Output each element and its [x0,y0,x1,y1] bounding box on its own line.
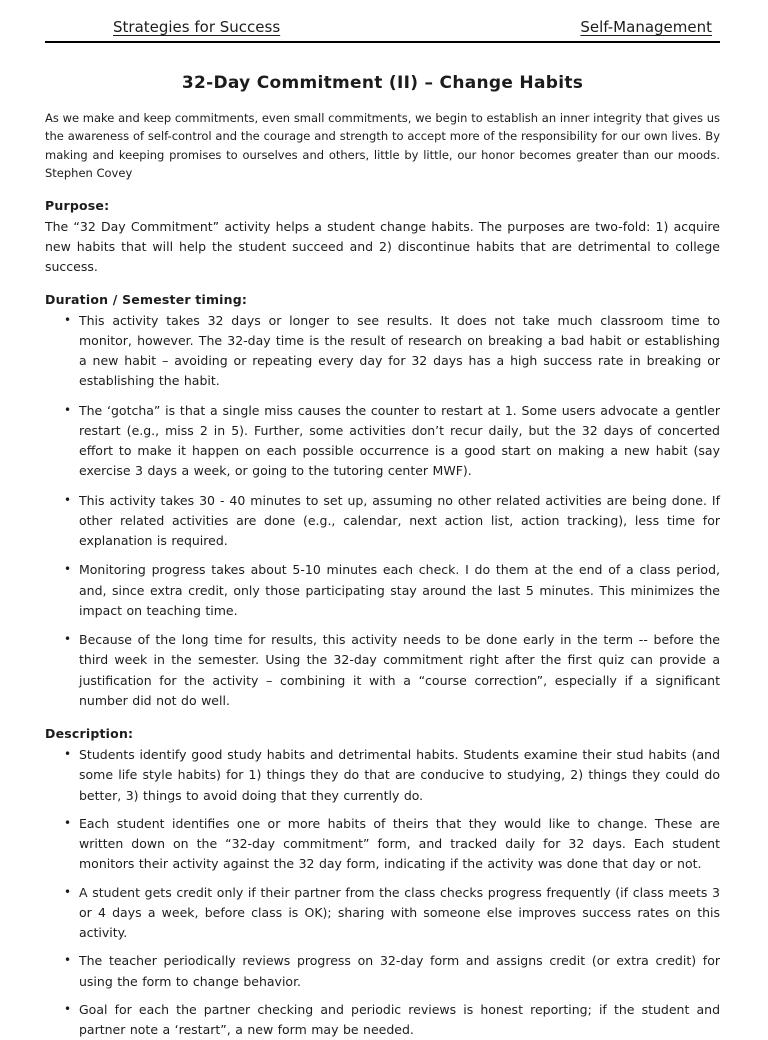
description-bullet-list [45,745,720,1040]
section-purpose [45,198,720,277]
header-right-text: Self-Management [580,18,712,36]
list-item: • Monitoring progress takes about 5-10 minutes each check. I do them at the end of a class period, and, since extra credit, only those participating stay around the last 5 minutes. This minimizes the impact on teaching time. [79,560,720,621]
description-heading: Description: [45,726,134,742]
duration-bullet-list [45,311,720,712]
list-item: • Goal for each the partner checking and periodic reviews is honest reporting; if the student and partner note a ‘restart”, a new form may be needed. [79,1000,720,1040]
list-item: • The teacher periodically reviews progress on 32-day form and assigns credit (or extra credit) for using the form to change behavior. [79,951,720,992]
purpose-body: The “32 Day Commitment” activity helps a student change habits. The purposes are two-fold: 1) acquire new habits that will help the student succeed and 2) discontinue habits that are detrimental to college success. [45,218,720,274]
list-item: • A student gets credit only if their partner from the class checks progress frequently (if class meets 3 or 4 days a week, before class is OK); sharing with someone else improves success rates on this activity. [79,883,720,944]
list-item: • Students identify good study habits and detrimental habits. Students examine their stud habits (and some life style habits) for 1) things they do that are conducive to studying, 2) things they could do better, 3) things to avoid doing that they currently do. [79,745,720,806]
section-duration [45,292,720,712]
list-item: • Each student identifies one or more habits of theirs that they would like to change. These are written down on the “32-day commitment” form, and tracked daily for 32 days. Each student monitors their activity against the 32 day form, indicating if the activity was done that day or not. [79,814,720,875]
purpose-heading: Purpose: [45,197,110,213]
header-left-text: Strategies for Success [113,18,281,36]
section-description [45,726,720,1040]
duration-heading: Duration / Semester timing: [45,291,248,307]
list-item: • Because of the long time for results, this activity needs to be done early in the term -- before the third week in the semester. Using the 32-day commitment right after the first quiz can provide a justification for the activity – combining it with a “course correction”, especially if a significant number did not do well. [79,630,720,711]
list-item: • This activity takes 30 - 40 minutes to set up, assuming no other related activities are being done. If other related activities are done (e.g., calendar, next action list, action tracking), less time for explanation is required. [79,491,720,552]
page-header [45,16,720,43]
document-title: 32-Day Commitment (II) – Change Habits [181,73,584,93]
list-item: • This activity takes 32 days or longer to see results. It does not take much classroom time to monitor, however. The 32-day time is the result of research on breaking a bad habit or establishing a new habit – avoiding or repeating every day for 32 days has a high success rate in breaking or establishing the habit. [79,311,720,392]
list-item: • The ‘gotcha” is that a single miss causes the counter to restart at 1. Some users advocate a gentler restart (e.g., miss 2 in 5). Further, some activities don’t recur daily, but the 32 days of concerted effort to make it happen on each possible occurrence is a good start on making a new habit (say exercise 3 days a week, or going to the tutoring center MWF). [79,401,720,482]
intro-quote: As we make and keep commitments, even small commitments, we begin to establish an inner integrity that gives us the awareness of self-control and the courage and strength to accept more of the responsibility for our own lives. By making and keeping promises to ourselves and others, little by little, our honor becomes greater than our moods. Stephen Covey [45,111,720,181]
